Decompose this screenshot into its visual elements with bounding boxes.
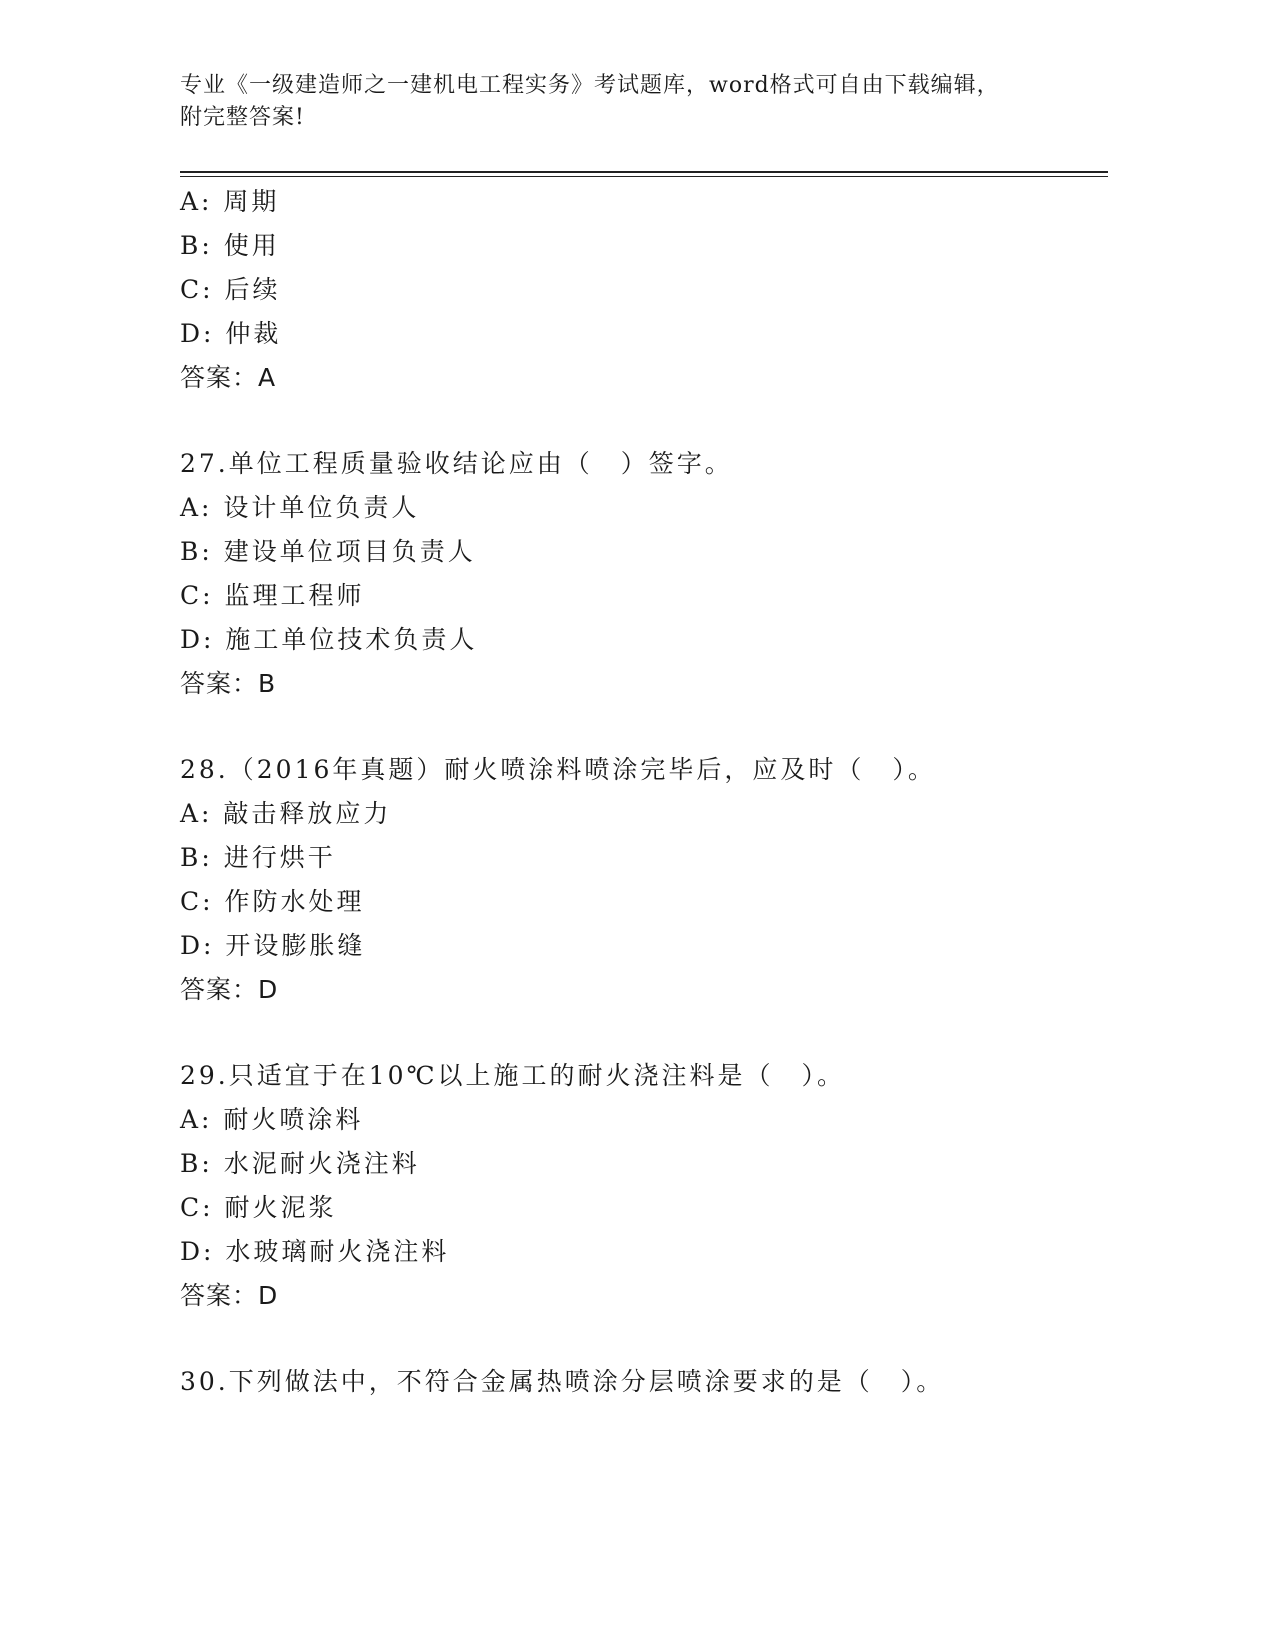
option-d: D: 水玻璃耐火浇注料: [180, 1237, 450, 1266]
option-a: A: 耐火喷涂料: [180, 1105, 364, 1134]
question-29: [180, 1054, 1108, 1318]
answer-line: 答案：D: [180, 975, 279, 1004]
option-b: B: 建设单位项目负责人: [180, 537, 476, 566]
header-rule-thin: [180, 176, 1108, 177]
option-b: B: 水泥耐火浇注料: [180, 1149, 420, 1178]
question-stem: 27.单位工程质量验收结论应由（ ）签字。: [180, 449, 733, 478]
question-27: [180, 442, 1108, 706]
option-b: B: 进行烘干: [180, 843, 336, 872]
option-c: C: 作防水处理: [180, 887, 365, 916]
option-c: C: 后续: [180, 275, 281, 304]
question-stem: 30.下列做法中，不符合金属热喷涂分层喷涂要求的是（ ）。: [180, 1367, 945, 1396]
option-d: D: 开设膨胀缝: [180, 931, 366, 960]
option-c: C: 监理工程师: [180, 581, 365, 610]
header-rule-thick: [180, 171, 1108, 173]
option-a: A: 设计单位负责人: [180, 493, 420, 522]
answer-line: 答案：B: [180, 669, 277, 698]
question-stem: 28.（2016年真题）耐火喷涂料喷涂完毕后，应及时（ ）。: [180, 755, 936, 784]
answer-line: 答案：D: [180, 1281, 279, 1310]
header-subtitle-line: 附完整答案!: [180, 105, 305, 130]
option-a: A: 敲击释放应力: [180, 799, 392, 828]
question-stem: 29.只适宜于在10℃以上施工的耐火浇注料是（ ）。: [180, 1061, 846, 1090]
answer-line: 答案：A: [180, 363, 277, 392]
option-a: A: 周期: [180, 187, 280, 216]
option-d: D: 仲裁: [180, 319, 282, 348]
option-d: D: 施工单位技术负责人: [180, 625, 478, 654]
header-title-line: 专业《一级建造师之一建机电工程实务》考试题库，word格式可自由下载编辑，: [180, 73, 1000, 98]
question-30: [180, 1360, 1108, 1404]
option-b: B: 使用: [180, 231, 280, 260]
question-28: [180, 748, 1108, 1012]
question-26-fragment: [180, 180, 1108, 400]
question-list: [180, 180, 1108, 1404]
option-c: C: 耐火泥浆: [180, 1193, 337, 1222]
document-header: [180, 70, 1080, 134]
